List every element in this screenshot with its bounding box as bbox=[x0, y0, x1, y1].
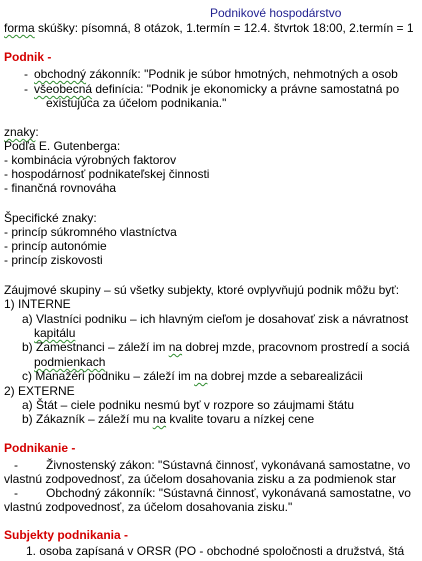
podnik-heading-line: Podnik - bbox=[4, 50, 52, 64]
podnik-term: obchodný bbox=[34, 67, 87, 81]
list-item: 1. osoba zapísaná v ORSR (PO - obchodné spoločnosti a družstvá, štá bbox=[26, 544, 405, 558]
list-item-continuation: vlastnú zodpovednosť, za účelom dosahovania zisku a za podmienok star bbox=[4, 472, 397, 486]
znaky-label: znaky bbox=[4, 125, 36, 139]
subjekty-heading: Subjekty podnikania bbox=[4, 528, 121, 542]
list-item: - Živnostenský zákon: "Sústavná činnosť, vykonávaná samostatne, vo bbox=[14, 458, 411, 472]
document-title: Podnikové hospodárstvo bbox=[210, 6, 342, 20]
podnikanie-heading-line: Podnikanie - bbox=[4, 441, 76, 455]
externe-heading: 2) EXTERNE bbox=[4, 384, 75, 398]
list-item: c) Manažéri podniku – záleží im na dobrej mzde a sebarealizácii bbox=[22, 369, 363, 383]
podnikanie-heading: Podnikanie bbox=[4, 441, 69, 455]
subjekty-heading-line: Subjekty podnikania - bbox=[4, 528, 129, 542]
interne-heading: 1) INTERNE bbox=[4, 297, 71, 311]
list-item: b) Zákazník – záleží mu na kvalite tovaru a nízkej cene bbox=[22, 412, 315, 426]
list-item: a) Štát – ciele podniku nesmú byť v rozpore so záujmami štátu bbox=[22, 398, 354, 412]
znaky-label-line: znaky: bbox=[4, 125, 39, 139]
list-item-continuation: existujúca za účelom podnikania." bbox=[46, 96, 227, 110]
exam-word: forma bbox=[4, 21, 35, 35]
znaky-source: Podľa E. Gutenberga: bbox=[4, 139, 121, 153]
list-item: a) Vlastníci podniku – ich hlavným cieľom je dosahovať zisk a návratnost bbox=[22, 312, 409, 326]
podnik-heading: Podnik bbox=[4, 50, 45, 64]
list-item: - obchodný zákonník: "Podnik je súbor hmotných, nehmotných a osob bbox=[24, 67, 398, 81]
list-item: - všeobecná definícia: "Podnik je ekonomicky a právne samostatná po bbox=[24, 82, 400, 96]
exam-details: skúšky: písomná, 8 otázok, 1.termín = 12.4. štvrtok 18:00, 2.termín = 1 bbox=[34, 21, 414, 35]
list-item: - princíp autonómie bbox=[4, 239, 107, 253]
list-item: - Obchodný zákonník: "Sústavná činnosť, vykonávaná samostatne, vo bbox=[14, 486, 411, 500]
list-item: - finančná rovnováha bbox=[4, 181, 117, 195]
list-item-continuation: vlastnú zodpovednosť, za účelom dosahovania zisku." bbox=[4, 500, 293, 514]
specificke-label: Špecifické znaky: bbox=[4, 211, 97, 225]
list-item: - princíp ziskovosti bbox=[4, 253, 103, 267]
exam-info-line bbox=[4, 21, 414, 35]
list-item: - princíp súkromného vlastníctva bbox=[4, 225, 177, 239]
list-item-continuation: podmienkach bbox=[34, 355, 106, 369]
zaujmove-intro: Záujmové skupiny – sú všetky subjekty, ktoré ovplyvňujú podnik môžu byť: bbox=[4, 283, 400, 297]
list-item: - kombinácia výrobných faktorov bbox=[4, 153, 177, 167]
podnik-term: všeobecná bbox=[34, 82, 93, 96]
list-item: b) Zamestnanci – záleží im na dobrej mzde, pracovnom prostredí a sociá bbox=[22, 340, 410, 354]
list-item-continuation: kapitálu bbox=[34, 326, 76, 340]
list-item: - hospodárnosť podnikateľskej činnosti bbox=[4, 167, 210, 181]
